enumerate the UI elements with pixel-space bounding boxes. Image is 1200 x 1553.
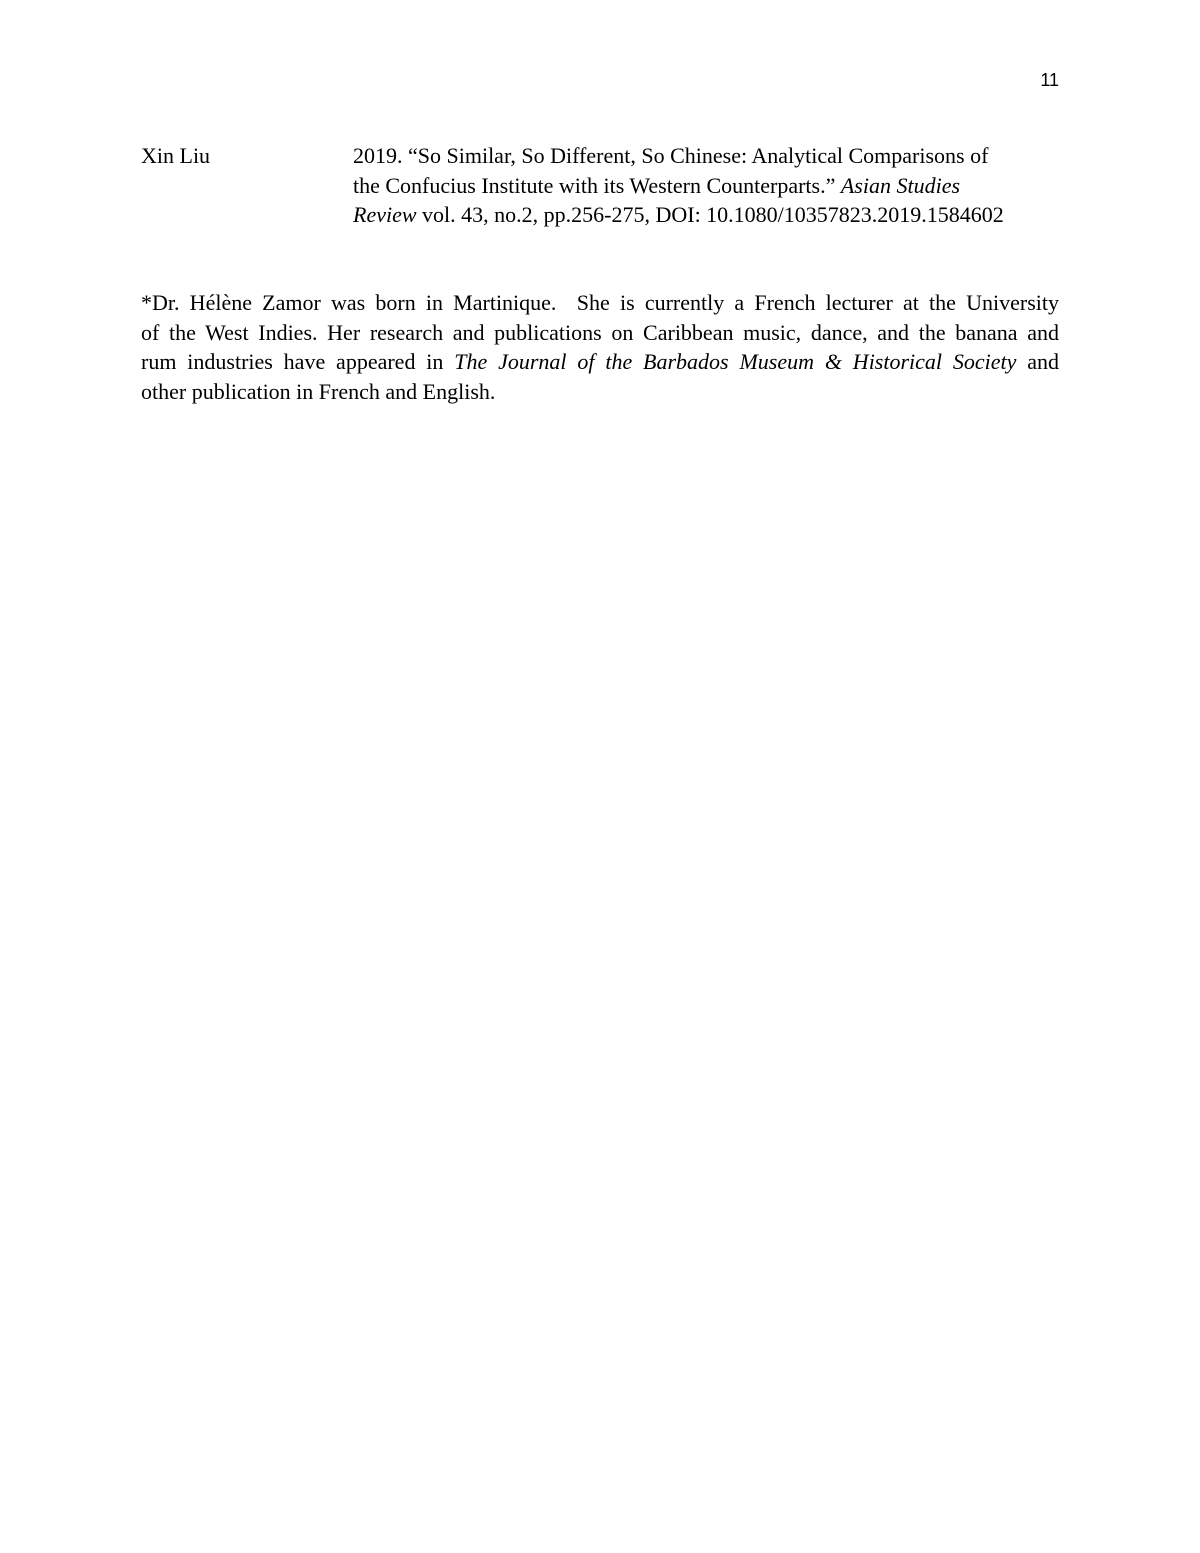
citation-line-2-text: the Confucius Institute with its Western Counterparts.” bbox=[353, 172, 841, 198]
bio-line-3-text: rum industries have appeared in bbox=[141, 349, 455, 374]
reference-author: Xin Liu bbox=[141, 143, 211, 168]
bio-line-3-tail: and bbox=[1016, 349, 1060, 374]
citation-line-3-text: vol. 43, no.2, pp.256-275, DOI: 10.1080/10357823.2019.1584602 bbox=[416, 202, 1004, 227]
bio-line-4: other publication in French and English. bbox=[141, 378, 496, 404]
citation-journal-title-part-2: Review bbox=[353, 202, 417, 227]
bio-line-1: *Dr. Hélène Zamor was born in Martinique. She is currently a French lecturer at the University bbox=[141, 290, 1059, 315]
citation-line-1 bbox=[353, 141, 1059, 171]
citation-journal-title-part-1: Asian Studies bbox=[840, 172, 961, 198]
bio-line-2: of the West Indies. Her research and publications on Caribbean music, dance, and the banana and bbox=[141, 319, 1059, 345]
reference-citation bbox=[353, 141, 1059, 230]
citation-line-3 bbox=[353, 200, 1059, 230]
page-number: 11 bbox=[1040, 70, 1059, 90]
author-bio-paragraph bbox=[141, 288, 1059, 406]
bio-line-3 bbox=[141, 347, 1059, 377]
citation-line-2 bbox=[353, 171, 1059, 201]
bio-journal-title: The Journal of the Barbados Museum & Historical Society bbox=[454, 349, 1017, 374]
citation-line-1-text: 2019. “So Similar, So Different, So Chinese: Analytical Comparisons of bbox=[353, 143, 989, 168]
